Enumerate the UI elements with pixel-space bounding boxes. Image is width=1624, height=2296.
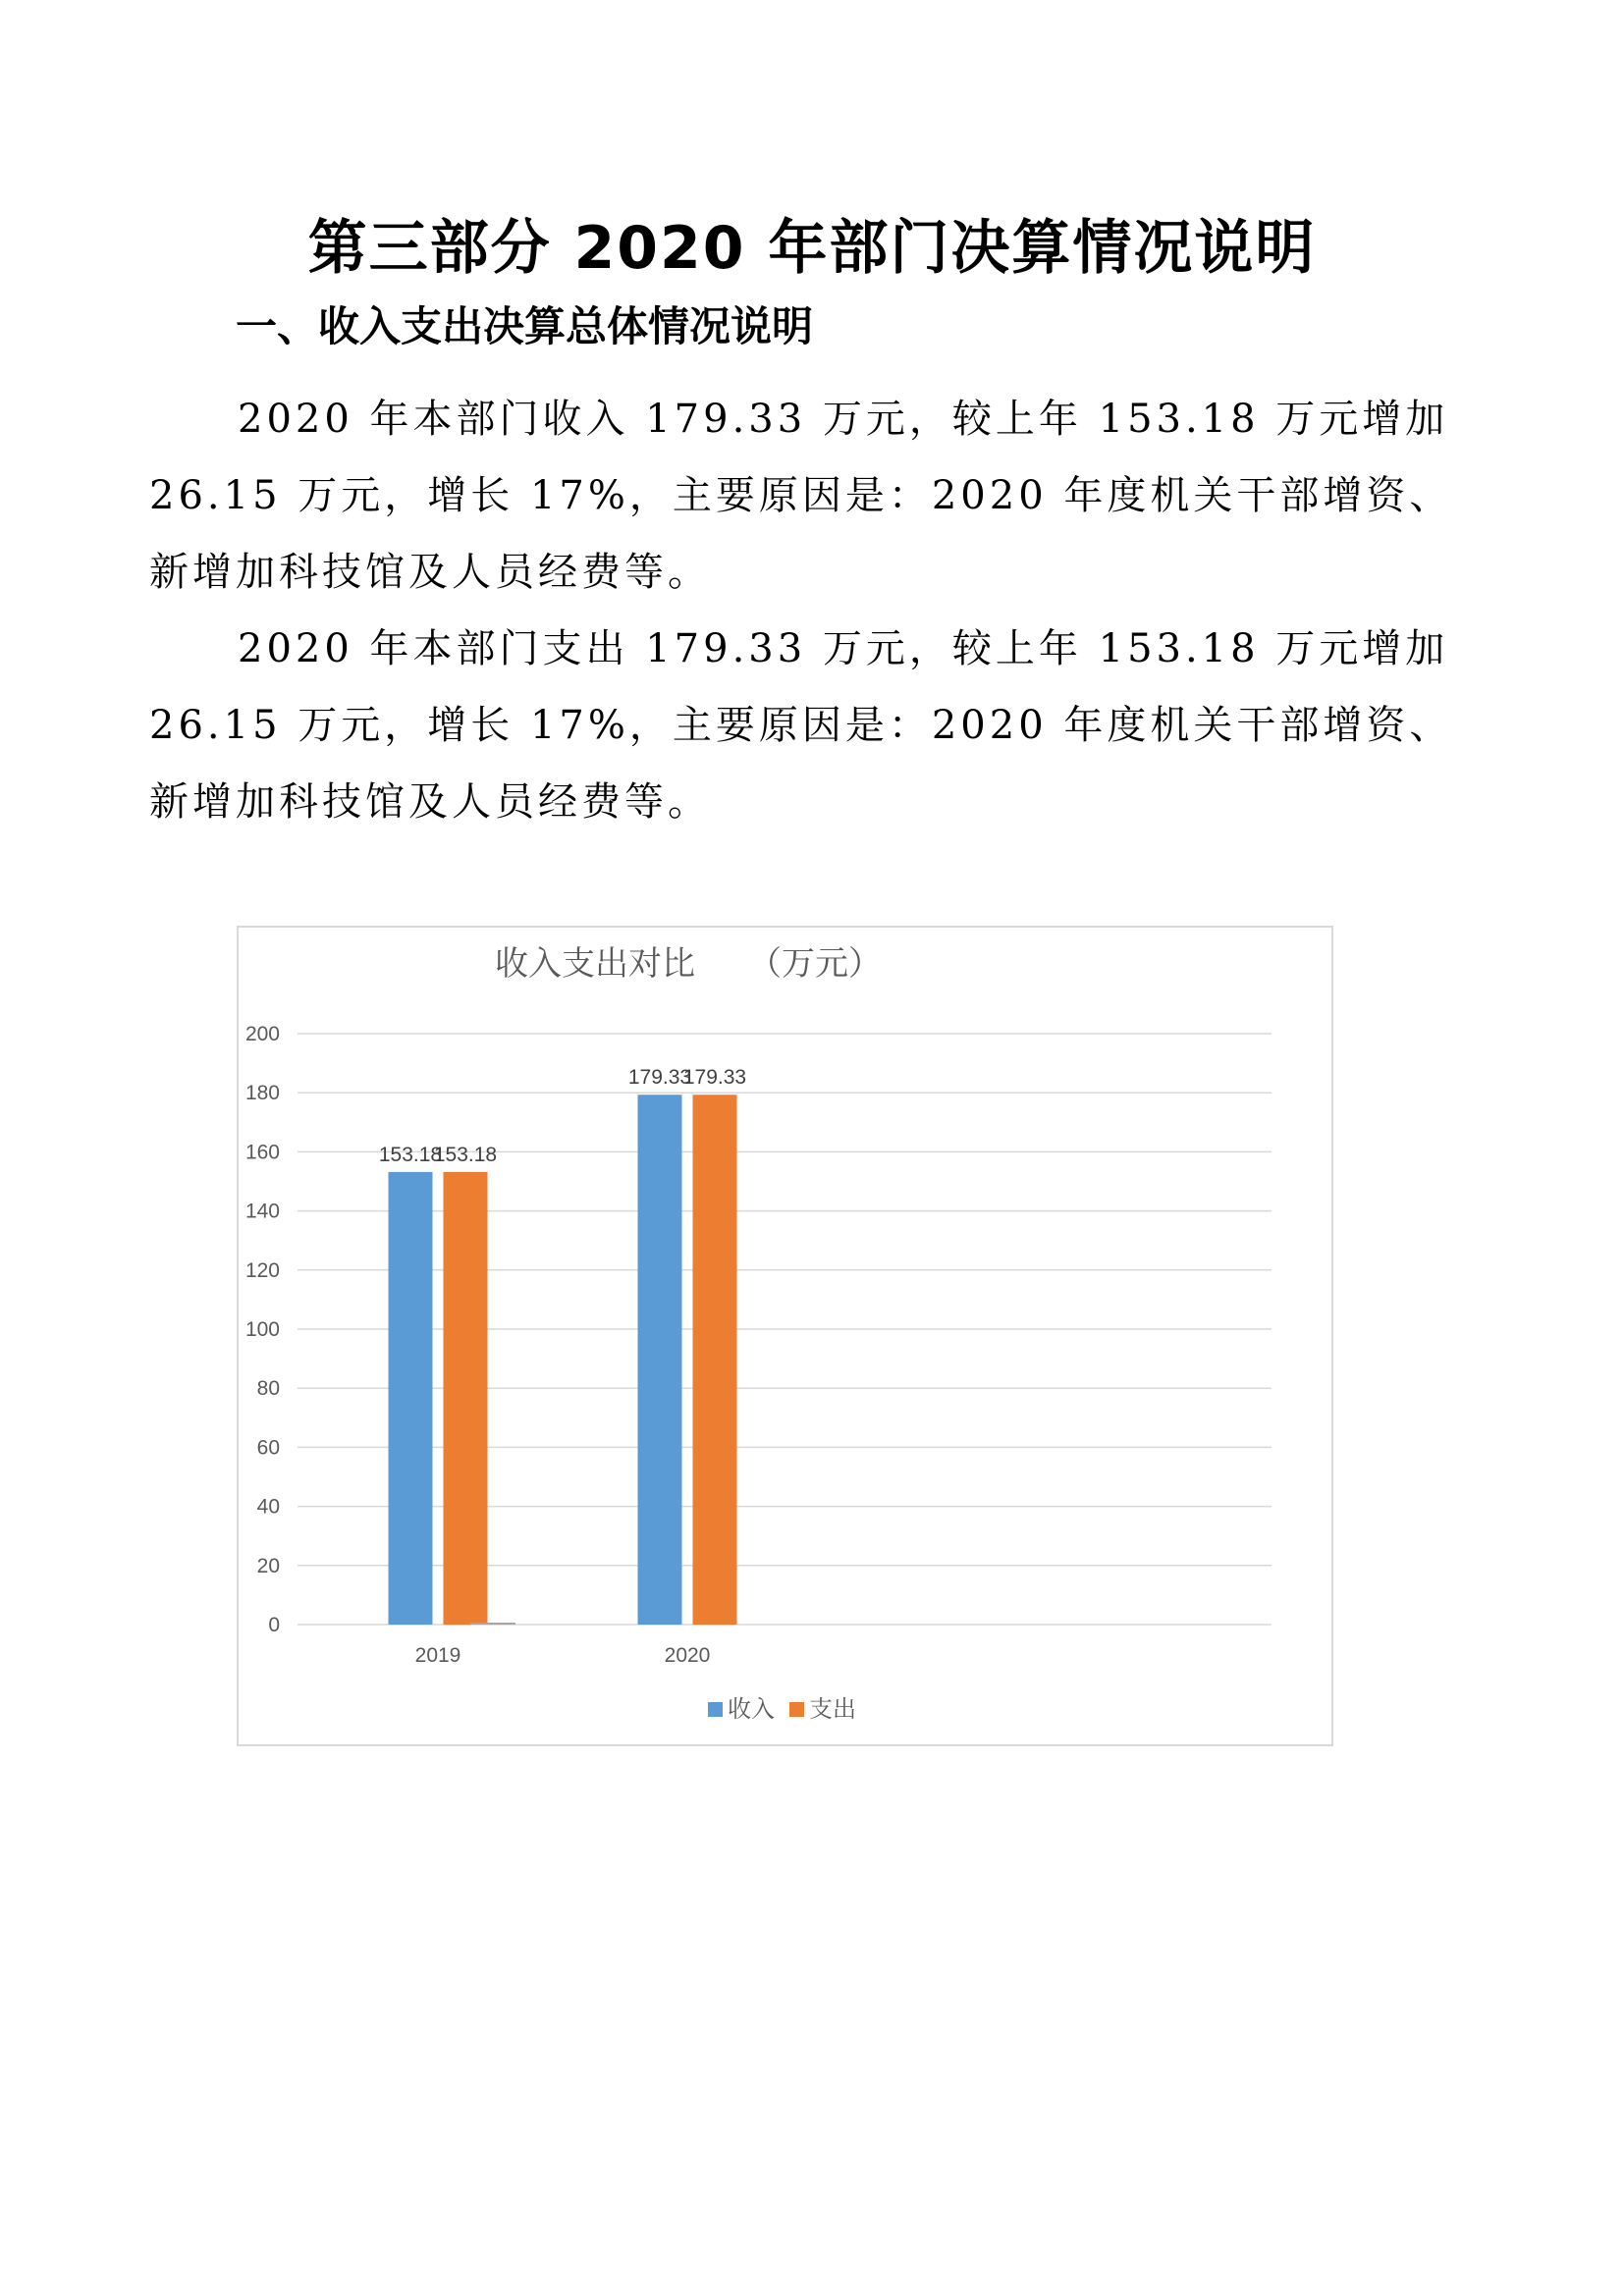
y-tick-label: 0 xyxy=(268,1614,280,1636)
paragraph-income: 2020 年本部门收入 179.33 万元，较上年 153.18 万元增加 26.15 万元，增长 17%，主要原因是：2020 年度机关干部增资、新增加科技馆及人员经费等。 xyxy=(149,397,1453,595)
bar-expense-2020 xyxy=(693,1095,737,1625)
bar-income-2019 xyxy=(389,1172,433,1625)
data-label: 153.18 xyxy=(433,1143,498,1166)
bar-income-2020 xyxy=(638,1095,682,1625)
y-tick-label: 200 xyxy=(244,1023,280,1045)
y-tick-label: 120 xyxy=(244,1258,280,1282)
y-tick-label: 180 xyxy=(244,1082,280,1105)
x-tick-label: 2020 xyxy=(664,1644,711,1667)
legend-label: 收入 xyxy=(728,1695,775,1723)
page-title: 第三部分 2020 年部门决算情况说明 xyxy=(307,214,1317,283)
x-tick-label: 2019 xyxy=(414,1644,461,1667)
y-tick-label: 40 xyxy=(256,1495,280,1519)
data-label: 153.18 xyxy=(378,1143,443,1166)
y-tick-label: 140 xyxy=(244,1200,280,1223)
paragraph-expense: 2020 年本部门支出 179.33 万元，较上年 153.18 万元增加 26.15 万元，增长 17%，主要原因是：2020 年度机关干部增资、新增加科技馆及人员经费等。 xyxy=(149,626,1453,825)
chart-title: 收入支出对比 （万元） xyxy=(494,944,883,984)
legend-label: 支出 xyxy=(809,1695,856,1723)
y-tick-label: 60 xyxy=(256,1436,280,1460)
y-tick-label: 100 xyxy=(244,1318,280,1341)
chart-container xyxy=(237,926,1333,1746)
y-tick-label: 20 xyxy=(256,1554,280,1577)
legend-swatch-expense xyxy=(789,1702,804,1717)
bar-chart xyxy=(239,928,1331,1744)
data-label: 179.33 xyxy=(682,1066,747,1090)
y-tick-label: 160 xyxy=(244,1141,280,1164)
section-heading: 一、收入支出决算总体情况说明 xyxy=(236,302,814,350)
legend-swatch-income xyxy=(708,1702,723,1717)
bar-expense-2019 xyxy=(444,1172,488,1625)
data-label: 179.33 xyxy=(627,1066,692,1090)
y-tick-label: 80 xyxy=(256,1377,280,1401)
